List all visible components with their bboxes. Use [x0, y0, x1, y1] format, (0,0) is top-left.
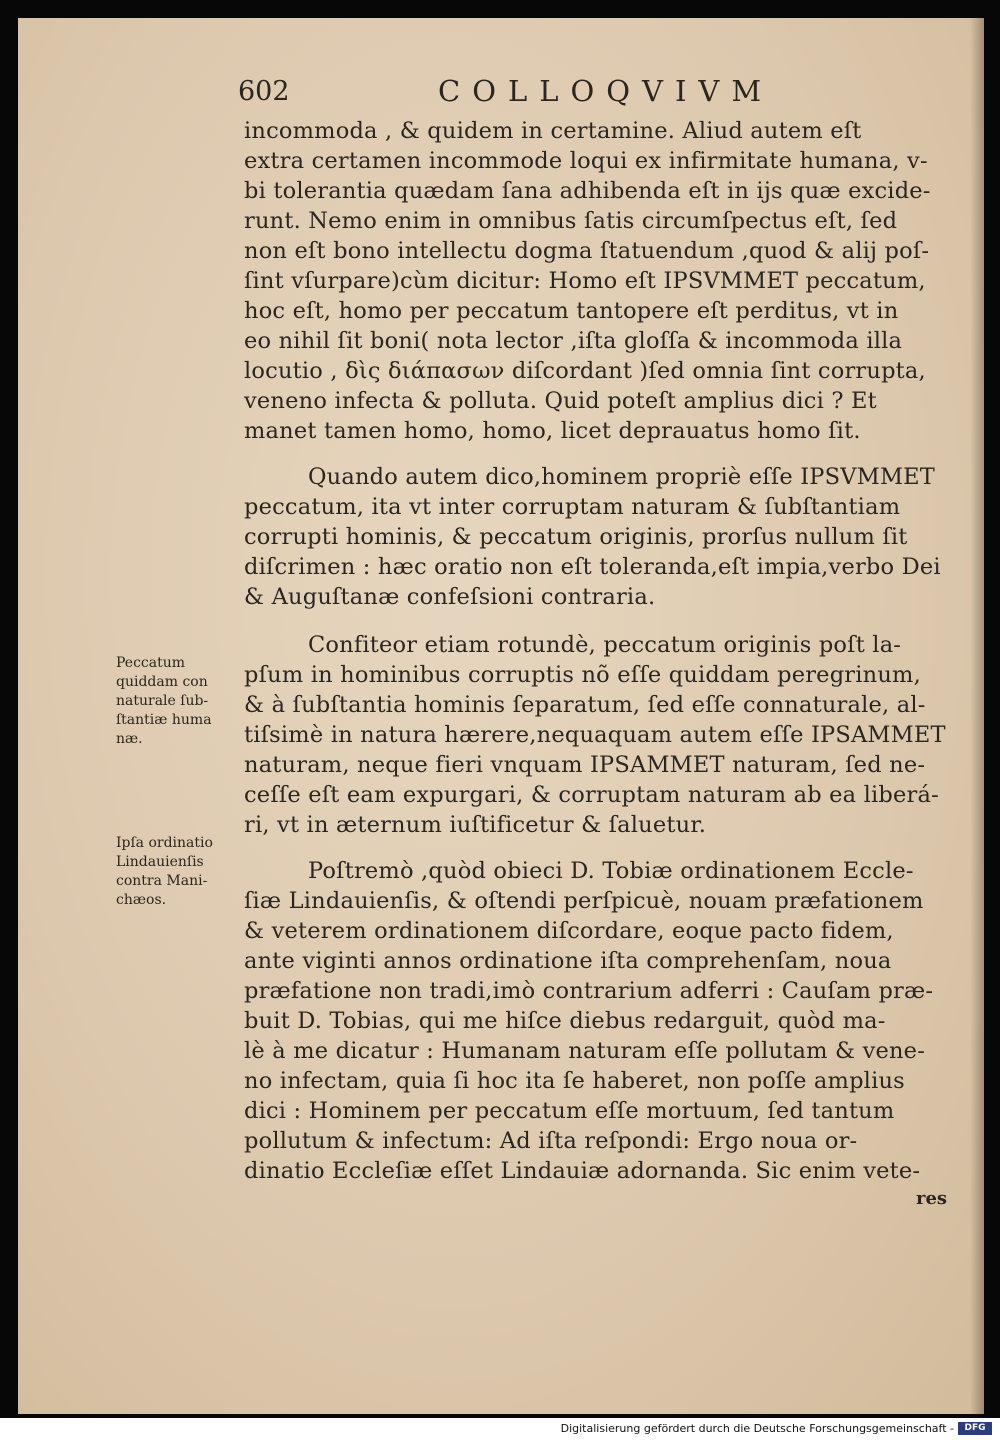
- text-line: ſint vſurpare)cùm dicitur: Homo eſt IPSVMMET peccatum,: [244, 268, 926, 294]
- text-line: extra certamen incommode loqui ex infirmitate humana, v-: [244, 148, 928, 174]
- marginal-note-line: quiddam con: [116, 674, 208, 690]
- text-line: bi tolerantia quædam ſana adhibenda eſt in ijs quæ excide-: [244, 178, 931, 204]
- marginal-note-line: Lindauienſis: [116, 854, 204, 870]
- text-line: runt. Nemo enim in omnibus ſatis circumſpectus eſt, ſed: [244, 208, 898, 234]
- text-line: dici : Hominem per peccatum eſſe mortuum, ſed tantum: [244, 1098, 895, 1124]
- marginal-note-line: Ipſa ordinatio: [116, 835, 213, 851]
- funding-credit: Digitalisierung gefördert durch die Deutsche Forschungsgemeinschaft -: [560, 1422, 954, 1435]
- marginal-note: [116, 654, 246, 749]
- text-line: Confiteor etiam rotundè, peccatum originis poſt la-: [308, 632, 902, 658]
- book-page: [18, 18, 984, 1414]
- text-line: corrupti hominis, & peccatum originis, prorſus nullum ſit: [244, 524, 908, 550]
- marginal-note-line: naturale ſub-: [116, 693, 209, 709]
- text-line: lè à me dicatur : Humanam naturam eſſe pollutam & vene-: [244, 1038, 926, 1064]
- text-line: & Auguſtanæ confeſsioni contraria.: [244, 584, 656, 610]
- marginal-note-line: næ.: [116, 731, 143, 747]
- text-line: hoc eſt, homo per peccatum tantopere eſt perditus, vt in: [244, 298, 899, 324]
- running-head: COLLOQVIVM: [438, 74, 774, 108]
- marginal-note-line: contra Mani-: [116, 873, 208, 889]
- text-line: eo nihil ſit boni( nota lector ,iſta gloſſa & incommoda illa: [244, 328, 903, 354]
- text-line: præfatione non tradi,imò contrarium adferri : Cauſam præ-: [244, 978, 934, 1004]
- text-line: Poſtremò ,quòd obieci D. Tobiæ ordinationem Eccle-: [308, 858, 914, 884]
- page-number: 602: [238, 76, 290, 107]
- text-line: & à ſubſtantia hominis ſeparatum, ſed eſſe connaturale, al-: [244, 692, 926, 718]
- text-line: incommoda , & quidem in certamine. Aliud autem eſt: [244, 118, 862, 144]
- marginal-note: [116, 834, 246, 910]
- text-line: tiſsimè in natura hærere,nequaquam autem eſſe IPSAMMET: [244, 722, 946, 748]
- text-line: & veterem ordinationem diſcordare, eoque pacto fidem,: [244, 918, 894, 944]
- text-line: veneno infecta & polluta. Quid poteſt amplius dici ? Et: [244, 388, 877, 414]
- text-line: ceſſe eſt eam expurgari, & corruptam naturam ab ea liberá-: [244, 782, 939, 808]
- text-line: locutio , δὶς διάπασων diſcordant )ſed omnia ſint corrupta,: [244, 358, 926, 384]
- text-line: non eſt bono intellectu dogma ſtatuendum ,quod & alij poſ-: [244, 238, 930, 264]
- marginal-note-line: Peccatum: [116, 655, 186, 671]
- text-line: pſum in hominibus corruptis nõ eſſe quiddam peregrinum,: [244, 662, 921, 688]
- dfg-logo: DFG: [958, 1422, 992, 1435]
- text-line: no infectam, quia ſi hoc ita ſe haberet, non poſſe amplius: [244, 1068, 905, 1094]
- text-line: pollutum & infectum: Ad iſta reſpondi: Ergo noua or-: [244, 1128, 858, 1154]
- text-line: buit D. Tobias, qui me hiſce diebus redarguit, quòd ma-: [244, 1008, 886, 1034]
- text-line: diſcrimen : hæc oratio non eſt toleranda,eſt impia,verbo Dei: [244, 554, 941, 580]
- text-line: manet tamen homo, homo, licet deprauatus homo ſit.: [244, 418, 861, 444]
- marginal-note-line: ſtantiæ huma: [116, 712, 212, 728]
- catchword: res: [916, 1188, 948, 1209]
- text-line: ante viginti annos ordinatione iſta comprehenſam, noua: [244, 948, 892, 974]
- marginal-note-line: chæos.: [116, 892, 167, 908]
- gutter-shadow: [970, 18, 984, 1414]
- text-line: peccatum, ita vt inter corruptam naturam & ſubſtantiam: [244, 494, 901, 520]
- text-line: Quando autem dico,hominem propriè eſſe IPSVMMET: [308, 464, 936, 490]
- text-line: dinatio Eccleſiæ eſſet Lindauiæ adornanda. Sic enim vete-: [244, 1158, 921, 1184]
- footer-bar: [0, 1418, 1000, 1440]
- text-line: ri, vt in æternum iuſtificetur & ſaluetur.: [244, 812, 707, 838]
- text-line: naturam, neque fieri vnquam IPSAMMET naturam, ſed ne-: [244, 752, 926, 778]
- text-line: ſiæ Lindauienſis, & oſtendi perſpicuè, nouam præfationem: [244, 888, 924, 914]
